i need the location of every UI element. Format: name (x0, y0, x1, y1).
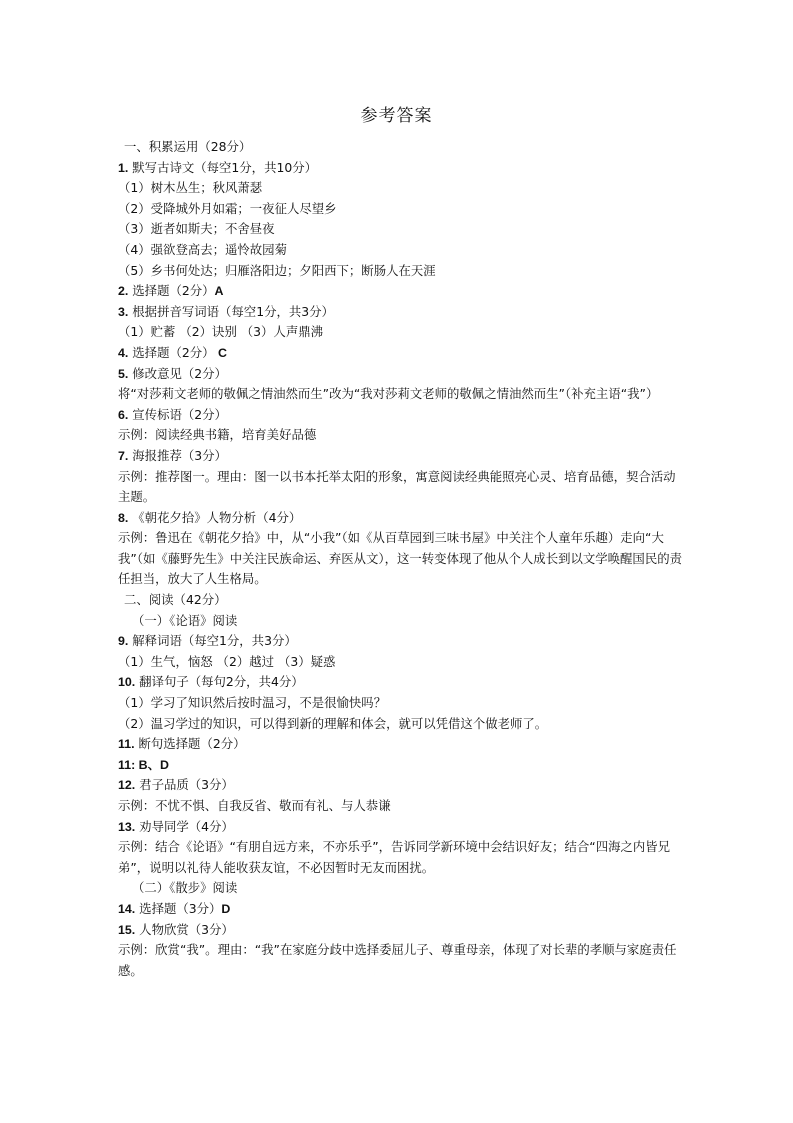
choice-answer: D (221, 901, 231, 916)
question-number: 13. (118, 819, 136, 834)
question-title: 海报推荐（3分） (128, 447, 227, 463)
answer-item: （3）逝者如斯夫；不舍昼夜 (118, 221, 275, 237)
answer-line: （1）贮蓄 （2）诀别 （3）人声鼎沸 (118, 324, 323, 340)
question-heading (118, 446, 683, 467)
answer-item: （4）强欲登高去；遥怜故园菊 (118, 241, 287, 257)
question-heading (118, 364, 683, 385)
answer-paragraph: 将“对莎莉文老师的敬佩之情油然而生”改为“我对莎莉文老师的敬佩之情油然而生”（补充主语“我”） (118, 386, 659, 402)
page-title: 参考答案 (360, 106, 433, 126)
question-heading (118, 405, 683, 426)
question-title: 选择题（2分） (128, 283, 215, 299)
question-title: 修改意见（2分） (128, 365, 227, 381)
question-number: 1. (118, 160, 129, 175)
question-number: 6. (118, 407, 129, 422)
answer-line: 示例：阅读经典书籍，培育美好品德 (118, 427, 317, 443)
answer-paragraph: 示例：鲁迅在《朝花夕拾》中，从“小我”（如《从百草园到三味书屋》中关注个人童年乐趣）走向“大我”（如《藤野先生》中关注民族命运、弃医从文），这一转变体现了他从个人成长到以文学唤醒国民的责任担当，放大了人生格局。 (118, 530, 682, 587)
answer-paragraph: 示例：欣赏“我”。理由：“我”在家庭分歧中选择委屈儿子、尊重母亲，体现了对长辈的孝顺与家庭责任感。 (118, 942, 677, 978)
question-heading (118, 281, 683, 302)
question-title: 解释词语（每空1分，共3分） (128, 633, 297, 649)
question-title: 翻译句子（每句2分，共4分） (135, 674, 304, 690)
subsection-heading: （一）《论语》阅读 (132, 612, 238, 628)
question-number: 10. (118, 675, 136, 690)
answer-line: 示例：不忧不惧、自我反省、敬而有礼、与人恭谦 (118, 798, 391, 813)
question-title: 人物欣赏（3分） (135, 921, 234, 937)
question-heading (118, 734, 683, 755)
question-heading (118, 631, 683, 652)
question-heading (118, 158, 683, 179)
choice-answer: A (214, 284, 224, 299)
answer-line: （1）生气，恼怒 （2）越过 （3）疑惑 (118, 653, 336, 669)
question-heading (118, 817, 683, 838)
section-heading: 二、阅读（42分） (124, 592, 227, 608)
question-title: 劝导同学（4分） (135, 818, 234, 834)
question-title: 《朝花夕拾》人物分析（4分） (128, 509, 302, 525)
answer-content (118, 137, 683, 981)
question-heading (118, 302, 683, 323)
answer-line: （2）温习学过的知识，可以得到新的理解和体会，就可以凭借这个做老师了。 (118, 715, 548, 731)
question-number: 5. (118, 366, 129, 381)
question-title: 根据拼音写词语（每空1分，共3分） (128, 303, 334, 319)
answer-line: 11: B、D (118, 757, 169, 772)
question-number: 4. (118, 345, 129, 360)
question-number: 2. (118, 284, 129, 299)
question-title: 选择题（3分） (135, 900, 222, 916)
answer-line: （1）学习了知识然后按时温习，不是很愉快吗？ (118, 695, 387, 711)
question-number: 14. (118, 901, 136, 916)
question-title: 断句选择题（2分） (134, 736, 246, 752)
question-heading (118, 920, 683, 941)
question-number: 11. (118, 737, 135, 752)
question-number: 15. (118, 922, 136, 937)
question-heading (118, 672, 683, 693)
question-title: 选择题（2分） (128, 344, 215, 360)
question-number: 12. (118, 778, 136, 793)
question-heading (118, 343, 683, 364)
question-number: 8. (118, 510, 129, 525)
choice-answer: C (214, 345, 227, 360)
question-title: 默写古诗文（每空1分，共10分） (128, 159, 318, 175)
answer-item: （5）乡书何处达；归雁洛阳边；夕阳西下；断肠人在天涯 (118, 262, 436, 278)
question-heading (118, 508, 683, 529)
section-heading: 一、积累运用（28分） (124, 139, 252, 154)
question-title: 君子品质（3分） (135, 777, 234, 793)
question-heading (118, 775, 683, 796)
answer-paragraph: 示例：推荐图一。理由：图一以书本托举太阳的形象，寓意阅读经典能照亮心灵、培育品德，契合活动主题。 (118, 468, 676, 505)
question-heading (118, 899, 683, 920)
answer-item: （2）受降城外月如霜；一夜征人尽望乡 (118, 200, 337, 216)
question-number: 9. (118, 634, 129, 649)
question-title: 宣传标语（2分） (128, 406, 227, 422)
question-number: 7. (118, 448, 129, 463)
answer-item: （1）树木丛生；秋风萧瑟 (118, 180, 263, 196)
question-number: 3. (118, 304, 129, 319)
subsection-heading: （二）《散步》阅读 (132, 880, 238, 896)
answer-paragraph: 示例：结合《论语》“有朋自远方来，不亦乐乎”，告诉同学新环境中会结识好友；结合“四海之内皆兄弟”，说明以礼待人能收获友谊，不必因暂时无友而困扰。 (118, 839, 671, 875)
